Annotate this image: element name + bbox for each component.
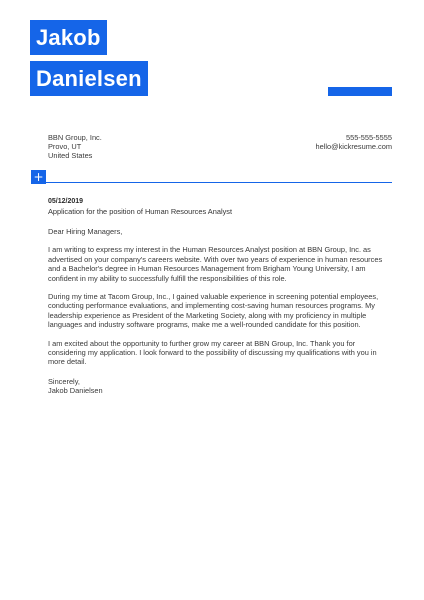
plus-icon: +	[31, 170, 46, 184]
accent-bar	[328, 87, 392, 96]
recipient-country: United States	[48, 151, 93, 160]
letter-signature: Jakob Danielsen	[48, 386, 103, 396]
recipient-address	[48, 133, 102, 160]
letter-body	[48, 197, 394, 396]
letter-paragraph: I am excited about the opportunity to further grow my career at BBN Group, Inc. Thank you for considering my application. I look forward to the possibility of discussing my qualifications with you in more detail.	[48, 338, 377, 367]
recipient-city: Provo, UT	[48, 142, 82, 151]
contact-phone: 555-555-5555	[345, 133, 392, 142]
letter-paragraph: I am writing to express my interest in the Human Resources Analyst position at BBN Group, Inc. as advertised on your company's careers website. With over two years of experience in human resources and a Bachelor's degree in Human Resources Management from Brigham Young University, I am confident in my ability to successfully fulfill the responsibilities of this role.	[48, 245, 383, 283]
recipient-company: BBN Group, Inc.	[48, 133, 102, 142]
letter-date: 05/12/2019	[48, 198, 84, 205]
letter-greeting: Dear Hiring Managers,	[48, 227, 123, 236]
sender-contact	[315, 133, 392, 151]
letter-subject: Application for the position of Human Resources Analyst	[48, 207, 233, 216]
divider-line	[46, 182, 392, 183]
contact-email: hello@kickresume.com	[315, 142, 392, 151]
letter-closing: Sincerely,	[48, 376, 80, 386]
letter-paragraph: During my time at Tacom Group, Inc., I gained valuable experience in screening potential employees, conducting performance evaluations, and implementing cost-saving human resources programs. My leadership experience as President of the Marketing Society, along with my proficiency in multiple languages and industry software programs, make me a well-rounded candidate for this position.	[48, 292, 379, 330]
last-name-heading: Danielsen	[30, 61, 148, 96]
first-name-heading: Jakob	[30, 20, 107, 55]
